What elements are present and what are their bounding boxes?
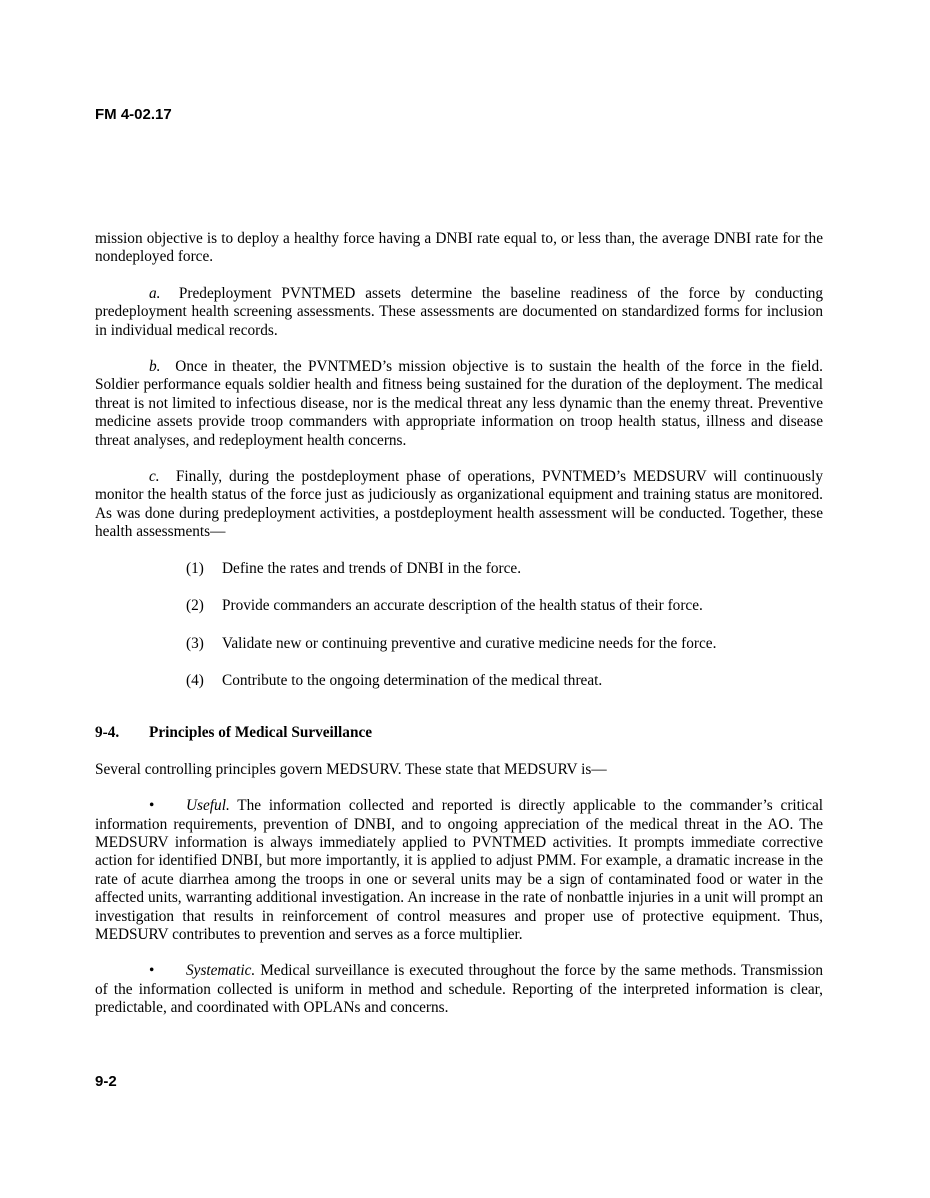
paragraph-text: Finally, during the postdeployment phase of operations, PVNTMED’s MEDSURV will continuously monitor the health status of the force just as judiciously as organizational equipment and training status are monitored. As was done during predeployment activities, a postdeployment health assessment will be conducted. Together, these health assessments— [95, 468, 823, 541]
section-heading [95, 724, 823, 742]
paragraph-text: Once in theater, the PVNTMED’s mission objective is to sustain the health of the force in the field. Soldier performance equals soldier health and fitness being sustained for the duration of the deployment. The medical threat is not limited to infectious disease, nor is the medical threat any less dynamic than the enemy threat. Preventive medicine assets provide troop commanders with appropriate information on troop health status, illness and disease threat analyses, and redeployment health concerns. [95, 358, 824, 449]
item-text: Validate new or continuing preventive and curative medicine needs for the force. [222, 634, 717, 652]
item-number: (4) [186, 671, 204, 689]
page-number: 9-2 [95, 1073, 117, 1090]
paragraph-text: Predeployment PVNTMED assets determine the baseline readiness of the force by conducting predeployment health screening assessments. These assessments are documented on standardized forms for inclusion in individual medical records. [95, 284, 824, 339]
bullet-text: Medical surveillance is executed throughout the force by the same methods. Transmission of the information collected is uniform in method and schedule. Reporting of the interpreted information is clear, predictable, and coordinated with OPLANs and concerns. [95, 962, 823, 1017]
section-intro: Several controlling principles govern MEDSURV. These state that MEDSURV is— [95, 760, 607, 778]
bullet-item [95, 962, 823, 1017]
bullet-text: The information collected and reported is directly applicable to the commander’s critical information requirements, prevention of DNBI, and to ongoing appreciation of the medical threat in the AO. The MEDSURV information is always immediately applied to PVNTMED activities. It prompts immediate corrective action for identified DNBI, but more importantly, it is applied to adjust PMM. For example, a dramatic increase in the rate of acute diarrhea among the troops in one or several units may be a sign of contaminated food or water in the affected units, warranting additional investigation. An increase in the rate of nonbattle injuries in a unit will prompt an investigation that results in reinforcement of control measures and proper use of protective equipment. Thus, MEDSURV contributes to prevention and serves as a force multiplier. [95, 797, 823, 943]
numbered-item [95, 672, 823, 690]
bullet-icon: • [149, 962, 155, 980]
bullet-item [95, 797, 823, 944]
numbered-item [95, 597, 823, 615]
item-text: Contribute to the ongoing determination of the medical threat. [222, 671, 603, 689]
bullet-term: Systematic. [186, 962, 256, 980]
paragraph-label: b. [149, 358, 161, 376]
bullet-term: Useful. [186, 797, 230, 815]
item-number: (3) [186, 634, 204, 652]
item-number: (1) [186, 559, 204, 577]
bullet-icon: • [149, 797, 155, 815]
numbered-item [95, 635, 823, 653]
item-number: (2) [186, 597, 204, 615]
numbered-item [95, 560, 823, 578]
paragraph-c [95, 468, 823, 542]
section-number: 9-4. [95, 724, 120, 742]
item-text: Define the rates and trends of DNBI in the force. [222, 559, 522, 577]
paragraph-b [95, 358, 823, 450]
paragraph-a [95, 285, 823, 340]
paragraph-label: a. [149, 284, 161, 302]
item-text: Provide commanders an accurate description of the health status of their force. [222, 597, 703, 615]
document-id-header: FM 4-02.17 [95, 106, 172, 123]
section-title: Principles of Medical Surveillance [149, 724, 373, 742]
paragraph-label: c. [149, 468, 160, 486]
intro-paragraph: mission objective is to deploy a healthy force having a DNBI rate equal to, or less than, the average DNBI rate for the nondeployed force. [95, 230, 823, 266]
page-body [95, 230, 823, 1036]
